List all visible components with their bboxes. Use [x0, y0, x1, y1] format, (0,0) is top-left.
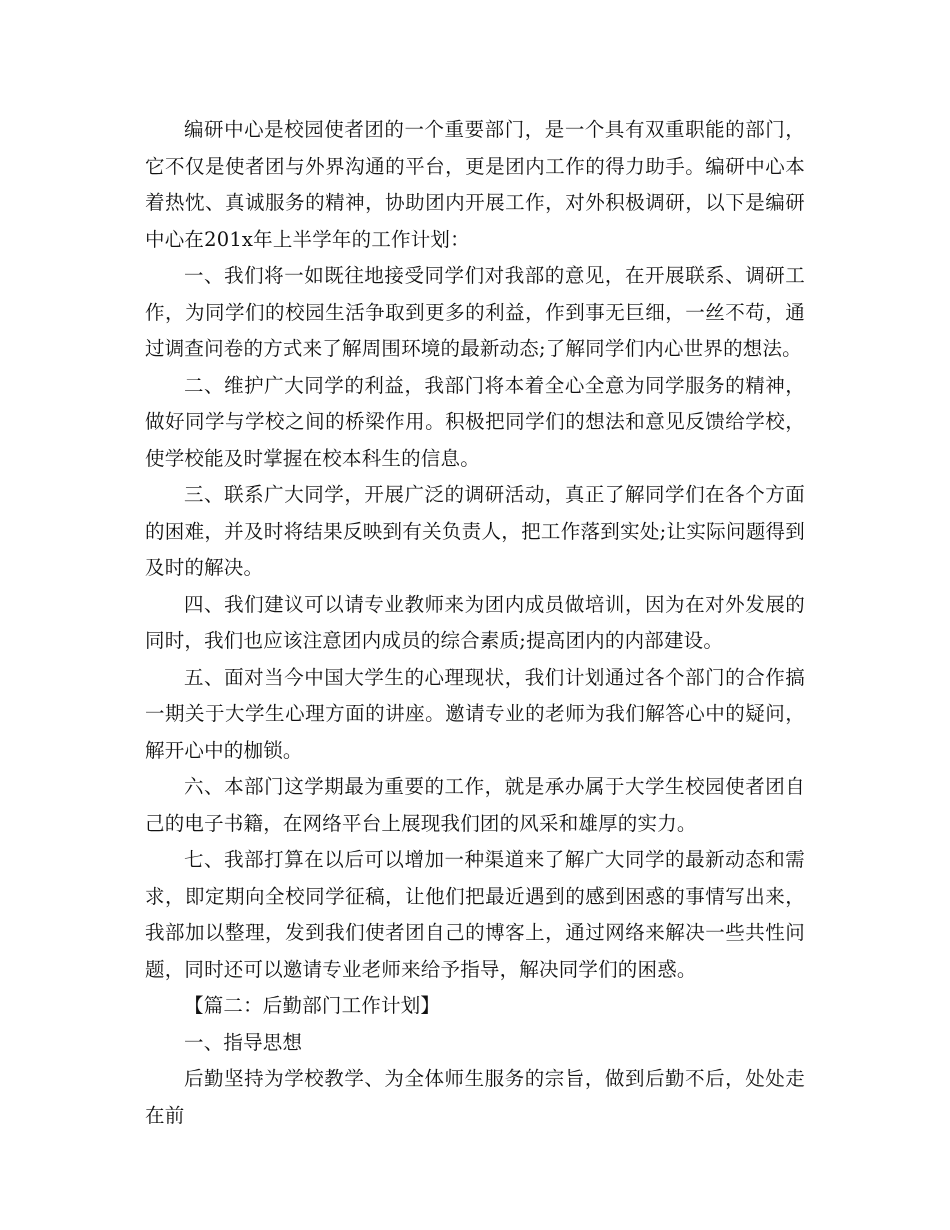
subsection-heading: 一、指导思想 [184, 1030, 303, 1054]
paragraph-item-5: 五、面对当今中国大学生的心理现状，我们计划通过各个部门的合作搞一期关于大学生心理方面的讲座。邀请专业的老师为我们解答心中的疑问，解开心中的枷锁。 [145, 665, 805, 762]
paragraph-item-7: 七、我部打算在以后可以增加一种渠道来了解广大同学的最新动态和需求，即定期向全校同学征稿，让他们把最近遇到的感到困惑的事情写出来，我部加以整理，发到我们使者团自己的博客上，通过网络来解决一些共性问题，同时还可以邀请专业老师来给予指导，解决同学们的困惑。 [145, 848, 805, 981]
paragraph-item-6: 六、本部门这学期最为重要的工作，就是承办属于大学生校园使者团自己的电子书籍，在网络平台上展现我们团的风采和雄厚的实力。 [145, 775, 805, 835]
paragraph-item-1: 一、我们将一如既往地接受同学们对我部的意见，在开展联系、调研工作，为同学们的校园生活争取到更多的利益，作到事无巨细，一丝不苟，通过调查问卷的方式来了解周围环境的最新动态;了解同学们内心世界的想法。 [145, 264, 805, 360]
paragraph-guiding-idea: 后勤坚持为学校教学、为全体师生服务的宗旨，做到后勤不后，处处走在前 [145, 1067, 805, 1127]
paragraph-item-3: 三、联系广大同学，开展广泛的调研活动，真正了解同学们在各个方面的困难，并及时将结果反映到有关负责人，把工作落到实处;让实际问题得到及时的解决。 [145, 483, 805, 579]
paragraph-item-2: 二、维护广大同学的利益，我部门将本着全心全意为同学服务的精神，做好同学与学校之间的桥梁作用。积极把同学们的想法和意见反馈给学校，使学校能及时掌握在校本科生的信息。 [145, 373, 805, 470]
section-heading: 【篇二：后勤部门工作计划】 [184, 994, 441, 1017]
paragraph-item-4: 四、我们建议可以请专业教师来为团内成员做培训，因为在对外发展的同时，我们也应该注意团内成员的综合素质;提高团内的内部建设。 [145, 592, 805, 652]
document-page [145, 112, 805, 1134]
paragraph-intro: 编研中心是校园使者团的一个重要部门，是一个具有双重职能的部门，它不仅是使者团与外界沟通的平台，更是团内工作的得力助手。编研中心本着热忱、真诚服务的精神，协助团内开展工作，对外积极调研，以下是编研中心在201x年上半学年的工作计划： [145, 118, 805, 251]
